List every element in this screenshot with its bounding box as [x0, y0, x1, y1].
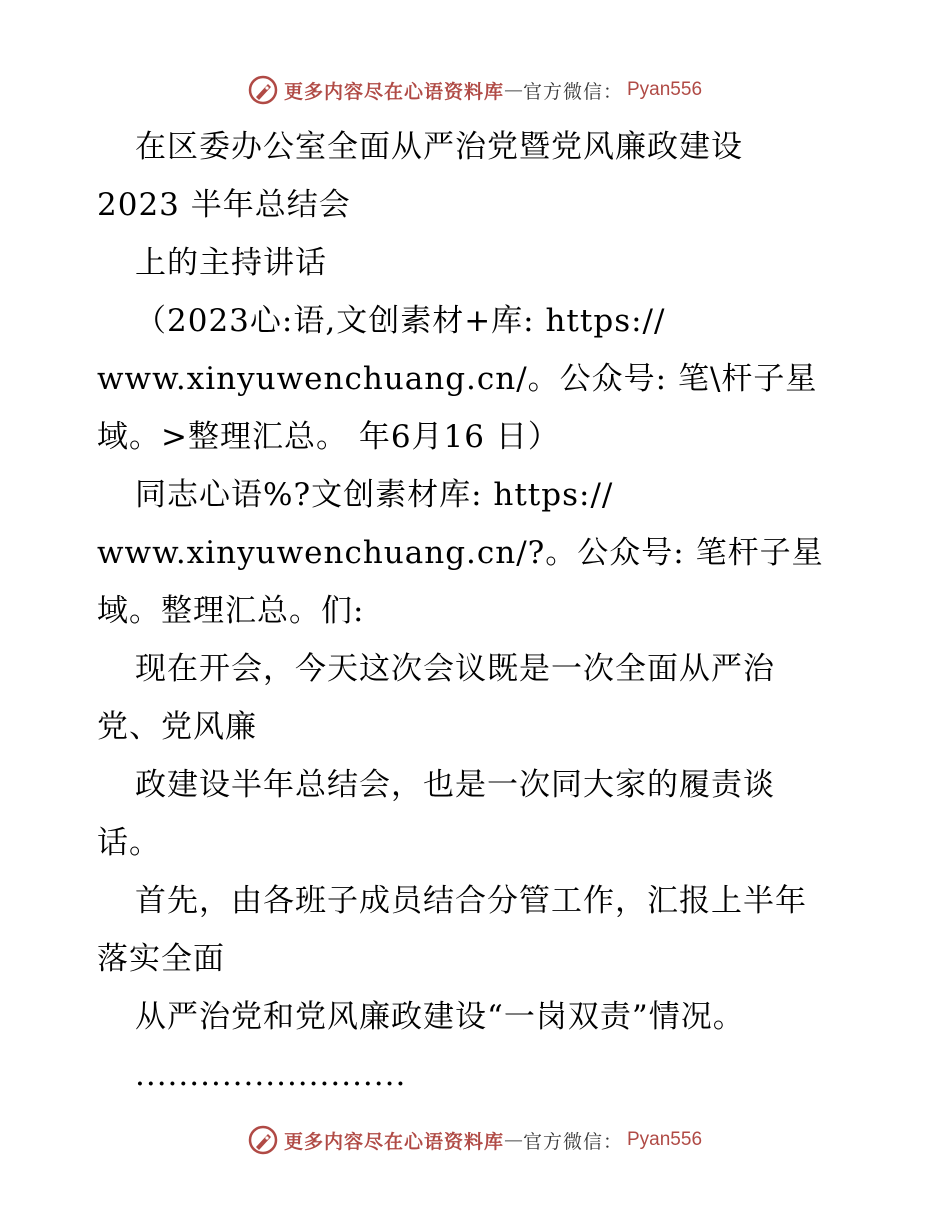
header-banner	[0, 70, 950, 110]
document-line: 在区委办公室全面从严治党暨党风廉政建设	[135, 129, 743, 165]
document-line: www.xinyuwenchuang.cn/?。公众号: 笔杆子星	[97, 535, 824, 571]
pen-nib-icon	[248, 1125, 278, 1155]
document-line: 上的主持讲话	[135, 245, 327, 281]
document-line: 从严治党和党风廉政建设“一岗双责”情况。	[135, 999, 745, 1035]
document-line: 话。	[97, 825, 161, 861]
document-line: 2023 半年总结会	[97, 187, 351, 223]
pen-nib-icon	[248, 75, 278, 105]
document-line: 现在开会，今天这次会议既是一次全面从严治	[135, 651, 775, 687]
banner-dash: —	[503, 79, 523, 101]
document-line: （2023心:语,文创素材+库: https://	[135, 303, 666, 339]
document-line: www.xinyuwenchuang.cn/。公众号: 笔\杆子星	[97, 361, 818, 397]
document-line: 党、党风廉	[97, 709, 257, 745]
banner-official-label: 官方微信：	[522, 1130, 623, 1153]
banner-text: 更多内容尽在心语资料库	[283, 80, 504, 103]
banner-text: 更多内容尽在心语资料库	[283, 1130, 504, 1153]
document-line: 同志心语%?文创素材库: https://	[135, 477, 614, 513]
banner-handle: Pyan556	[627, 79, 703, 100]
document-line: 域。>整理汇总。 年6月16 日）	[97, 419, 560, 455]
footer-banner	[0, 1120, 950, 1160]
document-line: 政建设半年总结会，也是一次同大家的履责谈	[135, 767, 775, 803]
banner-handle: Pyan556	[627, 1129, 703, 1150]
banner-official-label: 官方微信：	[522, 80, 623, 103]
banner-dash: —	[503, 1129, 523, 1151]
document-line: 首先，由各班子成员结合分管工作，汇报上半年	[135, 883, 807, 919]
document-body	[97, 118, 867, 1104]
document-line: 落实全面	[97, 941, 225, 977]
document-line: 域。整理汇总。们:	[97, 593, 365, 629]
document-line: .........................	[135, 1057, 407, 1093]
